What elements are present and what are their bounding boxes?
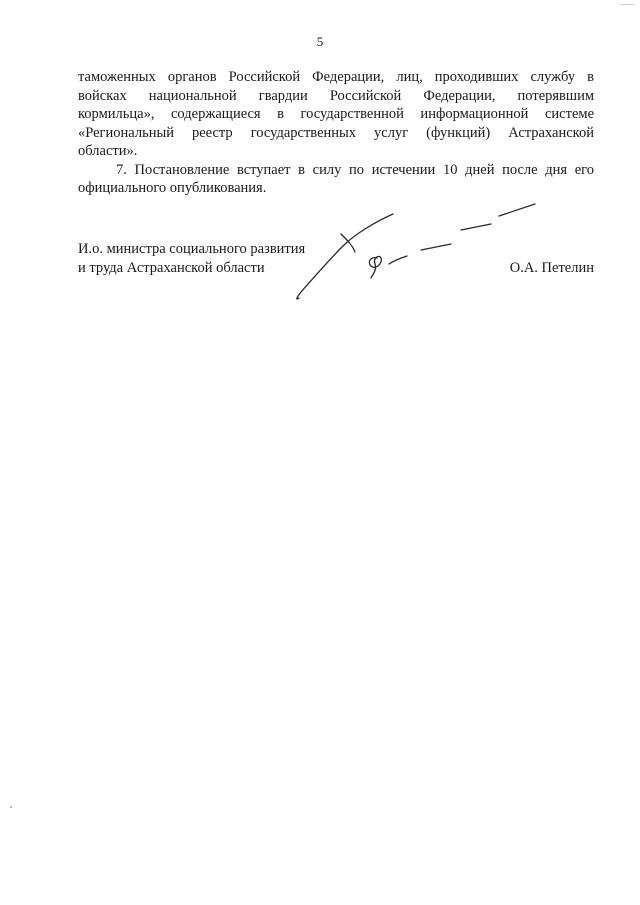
paragraph-1-line: области». [78, 143, 138, 159]
signer-title-line-1: И.о. министра социального развития [78, 241, 306, 257]
page-number: 5 [316, 34, 324, 49]
paragraph-1-line: войсках национальной гвардии Российской Федерации, потерявшим [78, 87, 594, 104]
document-body [78, 68, 594, 198]
paragraph-2-line: 7. Постановление вступает в силу по истечении 10 дней после дня его [116, 161, 594, 178]
signer-title-line-2: и труда Астраханской области [78, 259, 265, 276]
signer-name: О.А. Петелин [509, 259, 594, 276]
signature-block [78, 240, 594, 277]
scan-edge-mark [10, 806, 12, 808]
paragraph-1-line: «Региональный реестр государственных услуг (функций) Астраханской [78, 124, 594, 141]
paragraph-1-line: таможенных органов Российской Федерации, лиц, проходивших службу в [78, 69, 594, 85]
paragraph-1-line: кормильца», содержащиеся в государственной информационной системе [78, 106, 594, 122]
paragraph-2-line: официального опубликования. [78, 180, 267, 196]
scan-corner-mark [620, 4, 634, 5]
